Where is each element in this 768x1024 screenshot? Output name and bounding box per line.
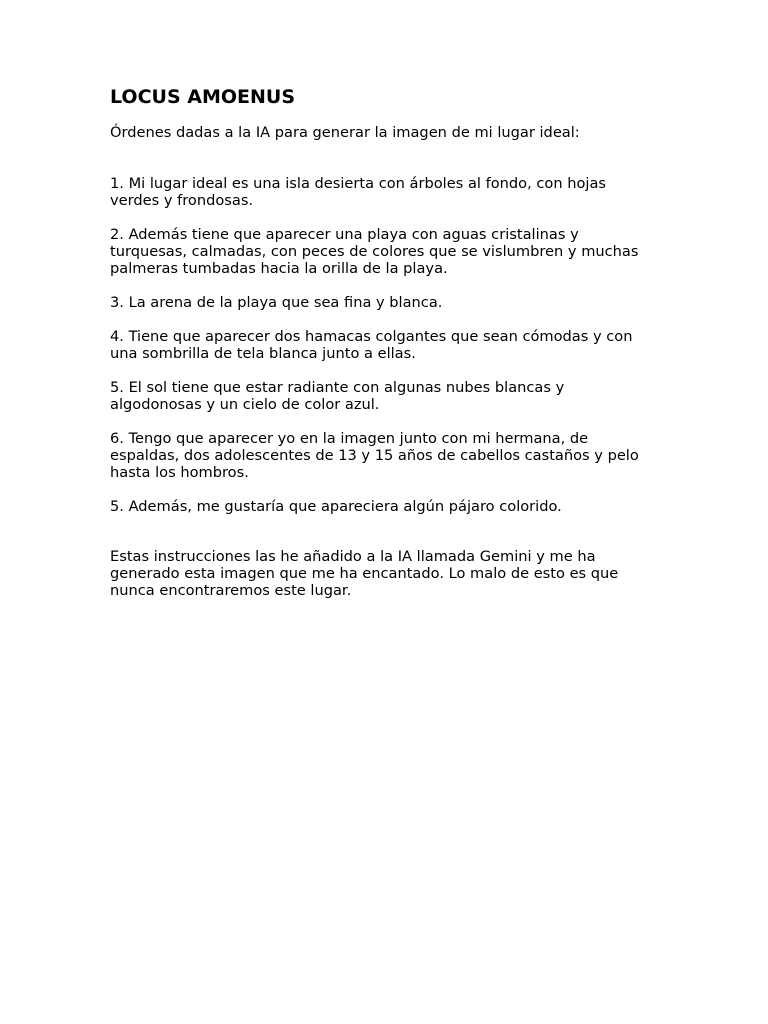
instruction-item: 3. La arena de la playa que sea fina y blanca. — [110, 294, 443, 311]
intro-paragraph: Órdenes dadas a la IA para generar la imagen de mi lugar ideal: — [110, 124, 580, 141]
closing-paragraph: Estas instrucciones las he añadido a la IA llamada Gemini y me ha generado esta imagen que me ha encantado. Lo malo de esto es que nunca encontraremos este lugar. — [110, 548, 619, 599]
instruction-item: 1. Mi lugar ideal es una isla desierta con árboles al fondo, con hojas verdes y frondosas. — [110, 175, 607, 209]
document-title: LOCUS AMOENUS — [110, 86, 296, 108]
instruction-item: 2. Además tiene que aparecer una playa con aguas cristalinas y turquesas, calmadas, con peces de colores que se vislumbren y muchas palmeras tumbadas hacia la orilla de la playa. — [110, 226, 639, 277]
instruction-item: 4. Tiene que aparecer dos hamacas colgantes que sean cómodas y con una sombrilla de tela blanca junto a ellas. — [110, 328, 633, 362]
instruction-item: 6. Tengo que aparecer yo en la imagen junto con mi hermana, de espaldas, dos adolescentes de 13 y 15 años de cabellos castaños y pelo hasta los hombros. — [110, 430, 639, 481]
instruction-item: 5. Además, me gustaría que apareciera algún pájaro colorido. — [110, 498, 562, 515]
document-body — [110, 86, 658, 599]
instruction-item: 5. El sol tiene que estar radiante con algunas nubes blancas y algodonosas y un cielo de color azul. — [110, 379, 565, 413]
instruction-list — [110, 175, 658, 515]
